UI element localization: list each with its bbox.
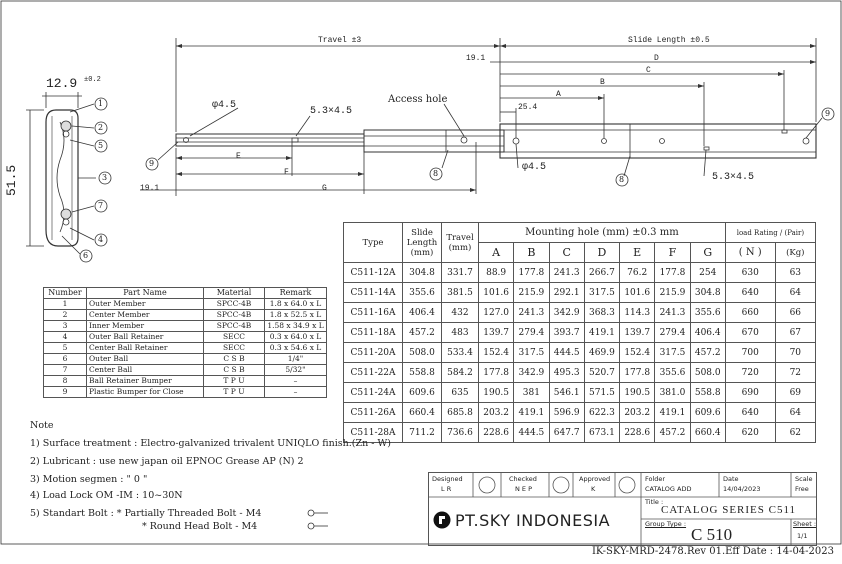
- value-cell: 640: [725, 283, 775, 303]
- type-cell: C511-26A: [344, 403, 403, 423]
- dim-B-label: B: [600, 78, 605, 87]
- type-cell: C511-28A: [344, 423, 403, 443]
- value-cell: 368.3: [584, 303, 619, 323]
- folder-value: CATALOG ADD: [645, 485, 692, 493]
- value-cell: 558.8: [403, 363, 442, 383]
- company-logo-icon: [433, 511, 451, 529]
- hole-diameter-right-label: φ4.5: [522, 162, 547, 173]
- part-number: 3: [44, 321, 87, 332]
- table-row: [344, 283, 816, 303]
- value-cell: 640: [725, 403, 775, 423]
- value-cell: 317.5: [584, 283, 619, 303]
- value-cell: 609.6: [690, 403, 725, 423]
- date-label: Date: [723, 475, 739, 483]
- approved-label: Approved: [579, 475, 611, 483]
- type-cell: C511-22A: [344, 363, 403, 383]
- col-Kg: (Kg): [775, 243, 815, 263]
- spec-table-body: [344, 263, 816, 443]
- value-cell: 292.1: [549, 283, 584, 303]
- col-B: B: [514, 243, 549, 263]
- col-D: D: [584, 243, 619, 263]
- value-cell: 673.1: [584, 423, 619, 443]
- travel-dimension-label: Travel ±3: [318, 36, 362, 45]
- bolt-icon: [306, 508, 332, 532]
- value-cell: 469.9: [584, 343, 619, 363]
- value-cell: 203.2: [620, 403, 655, 423]
- value-cell: 520.7: [584, 363, 619, 383]
- value-cell: 70: [775, 343, 815, 363]
- value-cell: 342.9: [549, 303, 584, 323]
- note-bolt-1: 5) Standart Bolt : * Partially Threaded Bolt - M4: [30, 508, 262, 519]
- table-row: [44, 299, 327, 310]
- value-cell: 177.8: [479, 363, 514, 383]
- value-cell: 101.6: [479, 283, 514, 303]
- dim-C-label: C: [646, 66, 651, 75]
- col-part-name: Part Name: [87, 288, 204, 299]
- value-cell: 381.5: [442, 283, 479, 303]
- value-cell: 670: [725, 323, 775, 343]
- sheet-label: Sheet :: [793, 520, 817, 528]
- table-row: [44, 343, 327, 354]
- col-material: Material: [204, 288, 265, 299]
- table-row: [44, 310, 327, 321]
- part-remark: 1.58 x 34.9 x L: [265, 321, 327, 332]
- date-value: 14/04/2023: [723, 485, 761, 493]
- table-row: [44, 365, 327, 376]
- col-F: F: [655, 243, 690, 263]
- value-cell: 419.1: [655, 403, 690, 423]
- value-cell: 241.3: [549, 263, 584, 283]
- callout-2: 2: [98, 123, 104, 132]
- table-row: [44, 354, 327, 365]
- part-material: T P U: [204, 387, 265, 398]
- value-cell: 203.2: [479, 403, 514, 423]
- callout-5: 5: [98, 141, 104, 150]
- group-label: Group Type :: [645, 520, 687, 528]
- value-cell: 355.6: [655, 363, 690, 383]
- part-remark: 1.8 x 64.0 x L: [265, 299, 327, 310]
- type-cell: C511-16A: [344, 303, 403, 323]
- value-cell: 406.4: [690, 323, 725, 343]
- checked-value: N E P: [515, 485, 533, 493]
- parts-table-header: [44, 288, 327, 299]
- dim-A-label: A: [556, 90, 561, 99]
- value-cell: 620: [725, 423, 775, 443]
- section-width-tolerance: ±0.2: [84, 76, 101, 84]
- table-row: [344, 363, 816, 383]
- col-load-rating: load Rating / (Pair): [725, 223, 815, 243]
- company-name: PT.SKY INDONESIA: [455, 511, 611, 530]
- value-cell: 558.8: [690, 383, 725, 403]
- value-cell: 317.5: [655, 343, 690, 363]
- value-cell: 317.5: [514, 343, 549, 363]
- part-number: 5: [44, 343, 87, 354]
- value-cell: 228.6: [620, 423, 655, 443]
- value-cell: 700: [725, 343, 775, 363]
- part-name: Center Ball Retainer: [87, 343, 204, 354]
- type-cell: C511-12A: [344, 263, 403, 283]
- col-number: Number: [44, 288, 87, 299]
- value-cell: 444.5: [549, 343, 584, 363]
- value-cell: 609.6: [403, 383, 442, 403]
- note-lubricant: 2) Lubricant : use new japan oil EPNOC Grease AP (N) 2: [30, 456, 304, 467]
- value-cell: 331.7: [442, 263, 479, 283]
- callout-7: 7: [98, 201, 104, 210]
- value-cell: 215.9: [514, 283, 549, 303]
- value-cell: 62: [775, 423, 815, 443]
- sheet-value: 1/1: [797, 532, 808, 540]
- part-material: T P U: [204, 376, 265, 387]
- value-cell: 266.7: [584, 263, 619, 283]
- part-remark: 0.3 x 54.6 x L: [265, 343, 327, 354]
- callout-1: 1: [98, 99, 104, 108]
- value-cell: 177.8: [620, 363, 655, 383]
- value-cell: 69: [775, 383, 815, 403]
- part-name: Outer Ball Retainer: [87, 332, 204, 343]
- table-row: [344, 263, 816, 283]
- slide-length-label: Slide Length ±0.5: [628, 36, 710, 45]
- dim-D-label: D: [654, 54, 659, 63]
- value-cell: 139.7: [479, 323, 514, 343]
- note-motion: 3) Motion segmen : " 0 ": [30, 474, 148, 485]
- title-block: [428, 472, 817, 546]
- value-cell: 457.2: [655, 423, 690, 443]
- value-cell: 483: [442, 323, 479, 343]
- table-row: [44, 376, 327, 387]
- table-row: [44, 332, 327, 343]
- value-cell: 647.7: [549, 423, 584, 443]
- value-cell: 596.9: [549, 403, 584, 423]
- value-cell: 76.2: [620, 263, 655, 283]
- table-row: [344, 403, 816, 423]
- part-material: C S B: [204, 354, 265, 365]
- designed-value: L R: [441, 485, 452, 493]
- value-cell: 406.4: [403, 303, 442, 323]
- slot-size-label: 5.3×4.5: [310, 106, 353, 117]
- dim-E-label: E: [236, 152, 241, 161]
- value-cell: 381: [514, 383, 549, 403]
- value-cell: 419.1: [584, 323, 619, 343]
- value-cell: 355.6: [690, 303, 725, 323]
- callout-6: 6: [83, 251, 89, 260]
- value-cell: 381.0: [655, 383, 690, 403]
- note-surface: 1) Surface treatment : Electro-galvanized trivalent UNIQLO finish.(Zn - W): [30, 438, 391, 449]
- col-E: E: [620, 243, 655, 263]
- notes-title: Note: [30, 420, 54, 431]
- scale-label: Scale: [795, 475, 813, 483]
- value-cell: 457.2: [403, 323, 442, 343]
- part-material: SPCC-4B: [204, 321, 265, 332]
- callout-4: 4: [98, 235, 104, 244]
- value-cell: 63: [775, 263, 815, 283]
- table-row: [344, 423, 816, 443]
- value-cell: 190.5: [479, 383, 514, 403]
- value-cell: 622.3: [584, 403, 619, 423]
- part-remark: 0.3 x 64.0 x L: [265, 332, 327, 343]
- part-remark: 5/32": [265, 365, 327, 376]
- col-travel: Travel (mm): [442, 223, 479, 263]
- part-number: 9: [44, 387, 87, 398]
- dim-19-1-top: 19.1: [466, 54, 486, 63]
- dim-G-label: G: [322, 184, 327, 193]
- part-remark: 1.8 x 52.5 x L: [265, 310, 327, 321]
- part-remark: 1/4": [265, 354, 327, 365]
- value-cell: 660.4: [403, 403, 442, 423]
- title-label: Title :: [645, 498, 664, 506]
- dim-25-4-label: 25.4: [518, 103, 538, 112]
- table-row: [344, 343, 816, 363]
- part-material: SECC: [204, 343, 265, 354]
- callout-8-right: 8: [619, 175, 625, 184]
- value-cell: 495.3: [549, 363, 584, 383]
- part-name: Outer Member: [87, 299, 204, 310]
- designed-label: Designed: [432, 475, 463, 483]
- value-cell: 432: [442, 303, 479, 323]
- spec-header-row-1: [344, 223, 816, 243]
- value-cell: 630: [725, 263, 775, 283]
- value-cell: 533.4: [442, 343, 479, 363]
- value-cell: 139.7: [620, 323, 655, 343]
- value-cell: 457.2: [690, 343, 725, 363]
- table-row: [44, 321, 327, 332]
- value-cell: 190.5: [620, 383, 655, 403]
- dim-19-1-bottom: 19.1: [140, 184, 160, 193]
- checked-label: Checked: [509, 475, 537, 483]
- value-cell: 393.7: [549, 323, 584, 343]
- col-slide-length: Slide Length (mm): [403, 223, 442, 263]
- value-cell: 72: [775, 363, 815, 383]
- col-mounting-hole: Mounting hole (mm) ±0.3 mm: [479, 223, 726, 243]
- value-cell: 685.8: [442, 403, 479, 423]
- part-material: SECC: [204, 332, 265, 343]
- table-row: [344, 383, 816, 403]
- part-name: Ball Retainer Bumper: [87, 376, 204, 387]
- section-width-label: 12.9: [46, 76, 78, 91]
- callout-9-right: 9: [825, 109, 831, 118]
- value-cell: 720: [725, 363, 775, 383]
- part-number: 6: [44, 354, 87, 365]
- value-cell: 127.0: [479, 303, 514, 323]
- part-material: SPCC-4B: [204, 310, 265, 321]
- col-G: G: [690, 243, 725, 263]
- value-cell: 88.9: [479, 263, 514, 283]
- value-cell: 711.2: [403, 423, 442, 443]
- col-N: ( N ): [725, 243, 775, 263]
- type-cell: C511-20A: [344, 343, 403, 363]
- callout-3: 3: [102, 173, 108, 182]
- value-cell: 279.4: [655, 323, 690, 343]
- folder-label: Folder: [645, 475, 666, 483]
- part-number: 1: [44, 299, 87, 310]
- value-cell: 635: [442, 383, 479, 403]
- value-cell: 508.0: [403, 343, 442, 363]
- value-cell: 241.3: [655, 303, 690, 323]
- spec-table: [343, 222, 816, 443]
- section-height-label: 51.5: [4, 164, 19, 196]
- part-number: 4: [44, 332, 87, 343]
- value-cell: 584.2: [442, 363, 479, 383]
- value-cell: 241.3: [514, 303, 549, 323]
- col-type: Type: [344, 223, 403, 263]
- value-cell: 101.6: [620, 283, 655, 303]
- footer-doc-id: IK-SKY-MRD-2478.Rev 01.Eff Date : 14-04-2023: [591, 546, 834, 557]
- value-cell: 690: [725, 383, 775, 403]
- value-cell: 342.9: [514, 363, 549, 383]
- col-C: C: [549, 243, 584, 263]
- part-remark: –: [265, 376, 327, 387]
- group-value: C 510: [691, 525, 733, 544]
- value-cell: 444.5: [514, 423, 549, 443]
- type-cell: C511-18A: [344, 323, 403, 343]
- value-cell: 177.8: [514, 263, 549, 283]
- slot-size-right-label: 5.3×4.5: [712, 172, 755, 183]
- part-number: 8: [44, 376, 87, 387]
- part-name: Center Member: [87, 310, 204, 321]
- value-cell: 228.6: [479, 423, 514, 443]
- value-cell: 152.4: [479, 343, 514, 363]
- value-cell: 114.3: [620, 303, 655, 323]
- value-cell: 215.9: [655, 283, 690, 303]
- table-row: [344, 323, 816, 343]
- value-cell: 546.1: [549, 383, 584, 403]
- value-cell: 508.0: [690, 363, 725, 383]
- value-cell: 571.5: [584, 383, 619, 403]
- value-cell: 736.6: [442, 423, 479, 443]
- value-cell: 64: [775, 283, 815, 303]
- parts-table: [43, 287, 327, 398]
- callout-9-left: 9: [149, 159, 155, 168]
- value-cell: 419.1: [514, 403, 549, 423]
- callout-8-left: 8: [433, 169, 439, 178]
- value-cell: 254: [690, 263, 725, 283]
- part-name: Plastic Bumper for Close: [87, 387, 204, 398]
- col-A: A: [479, 243, 514, 263]
- part-number: 2: [44, 310, 87, 321]
- value-cell: 660: [725, 303, 775, 323]
- dim-F-label: F: [284, 168, 289, 177]
- hole-diameter-label: φ4.5: [212, 100, 237, 111]
- note-bolt-2: * Round Head Bolt - M4: [142, 521, 258, 532]
- value-cell: 355.6: [403, 283, 442, 303]
- part-material: SPCC-4B: [204, 299, 265, 310]
- part-name: Center Ball: [87, 365, 204, 376]
- table-row: [344, 303, 816, 323]
- approved-value: K: [591, 485, 596, 493]
- part-name: Inner Member: [87, 321, 204, 332]
- part-remark: –: [265, 387, 327, 398]
- value-cell: 64: [775, 403, 815, 423]
- access-hole-label: Access hole: [388, 94, 448, 105]
- value-cell: 304.8: [690, 283, 725, 303]
- value-cell: 279.4: [514, 323, 549, 343]
- value-cell: 660.4: [690, 423, 725, 443]
- table-row: [44, 387, 327, 398]
- value-cell: 304.8: [403, 263, 442, 283]
- type-cell: C511-14A: [344, 283, 403, 303]
- part-number: 7: [44, 365, 87, 376]
- value-cell: 67: [775, 323, 815, 343]
- type-cell: C511-24A: [344, 383, 403, 403]
- scale-value: Free: [795, 485, 809, 493]
- value-cell: 177.8: [655, 263, 690, 283]
- note-load-lock: 4) Load Lock OM -IM : 10~30N: [30, 490, 183, 501]
- value-cell: 66: [775, 303, 815, 323]
- title-value: CATALOG SERIES C511: [661, 504, 797, 516]
- part-name: Outer Ball: [87, 354, 204, 365]
- col-remark: Remark: [265, 288, 327, 299]
- part-material: C S B: [204, 365, 265, 376]
- value-cell: 152.4: [620, 343, 655, 363]
